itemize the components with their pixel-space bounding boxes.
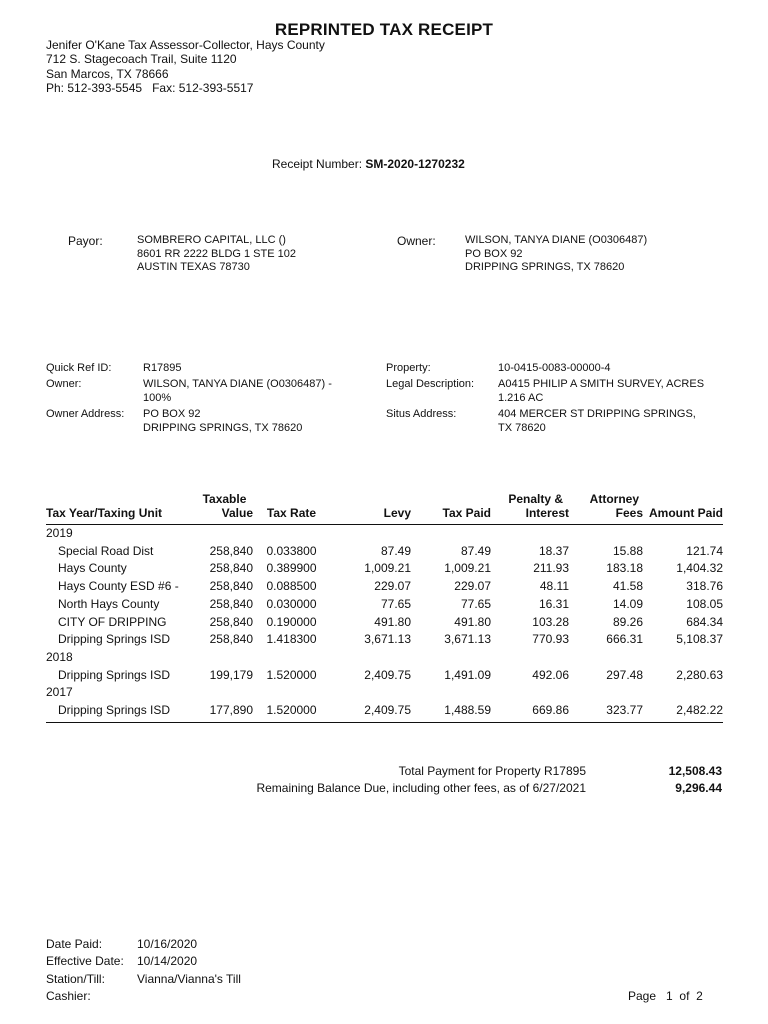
levy: 2,409.75 — [364, 667, 411, 682]
page-indicator — [628, 988, 703, 1005]
amount-paid: 318.76 — [686, 579, 723, 594]
table-header-row — [46, 492, 723, 525]
property-label: Property: — [386, 362, 431, 374]
taxing-unit: Dripping Springs ISD — [58, 667, 171, 682]
tax-year: 2019 — [46, 526, 73, 540]
taxable-value: 258,840 — [209, 632, 253, 647]
tax-year-row — [46, 684, 723, 702]
table-row — [46, 667, 723, 685]
tax-rate: 1.520000 — [266, 667, 317, 682]
amount-paid: 5,108.37 — [676, 632, 723, 647]
taxing-unit: North Hays County — [58, 596, 160, 611]
taxing-unit: Dripping Springs ISD — [46, 702, 196, 722]
date-paid: 10/16/2020 — [137, 937, 198, 951]
details-owner-address — [143, 408, 302, 435]
amount-paid: 121.74 — [686, 543, 723, 558]
levy: 229.07 — [374, 579, 411, 594]
col-header-unit: Tax Year/Taxing Unit — [46, 506, 163, 520]
effective-date: 10/14/2020 — [137, 954, 198, 969]
receipt-number-line — [272, 157, 465, 171]
details-owner-name: WILSON, TANYA DIANE (O0306487) - — [143, 378, 332, 390]
attorney-fees: 297.48 — [606, 667, 643, 682]
levy: 87.49 — [380, 543, 411, 558]
receipt-number-label: Receipt Number: — [272, 157, 363, 171]
taxable-value: 258,840 — [209, 561, 253, 576]
page-total: 2 — [696, 989, 703, 1003]
levy: 3,671.13 — [364, 632, 411, 647]
col-header-penalty: Penalty & Interest — [508, 492, 569, 520]
payor-name: SOMBRERO CAPITAL, LLC () — [137, 234, 286, 246]
tax-rate: 0.190000 — [266, 614, 317, 629]
situs-address-line2: TX 78620 — [498, 421, 546, 434]
owner-address-label: Owner Address: — [46, 408, 125, 420]
quick-ref-id: R17895 — [143, 362, 182, 374]
tax-paid: 1,488.59 — [411, 702, 491, 722]
taxable-value: 199,179 — [209, 667, 253, 682]
payor-city: AUSTIN TEXAS 78730 — [137, 261, 250, 274]
page-number: 1 — [666, 989, 673, 1003]
receipt-number: SM-2020-1270232 — [365, 157, 465, 171]
page-title: REPRINTED TAX RECEIPT — [274, 20, 494, 39]
col-header-amount: Amount Paid — [649, 506, 723, 520]
col-header-rate: Tax Rate — [266, 506, 317, 520]
tax-year: 2018 — [46, 649, 73, 664]
amount-paid: 684.34 — [686, 614, 723, 629]
col-header-taxable: Taxable Value — [202, 492, 253, 520]
effective-date-label: Effective Date: — [46, 954, 124, 969]
tax-rate: 1.520000 — [253, 702, 330, 722]
office-street: 712 S. Stagecoach Trail, Suite 1120 — [46, 52, 237, 67]
penalty-interest: 211.93 — [533, 561, 569, 576]
tax-rate: 0.088500 — [266, 579, 317, 594]
payor-label: Payor: — [68, 234, 103, 248]
footer-values — [137, 936, 241, 988]
tax-year: 2017 — [46, 685, 73, 700]
owner-street: PO BOX 92 — [465, 247, 523, 260]
attorney-fees: 323.77 — [569, 702, 643, 722]
taxing-unit: Hays County — [58, 561, 127, 576]
legal-description — [498, 378, 704, 405]
amount-paid: 2,482.22 — [643, 702, 723, 722]
table-row — [46, 596, 723, 614]
levy: 2,409.75 — [330, 702, 411, 722]
tax-paid: 87.49 — [460, 543, 491, 558]
page-label: Page — [628, 989, 657, 1003]
tax-rate: 0.030000 — [266, 596, 317, 611]
table-row — [46, 543, 723, 561]
taxable-value: 258,840 — [209, 579, 253, 594]
tax-paid: 3,671.13 — [444, 632, 491, 647]
table-row — [46, 702, 723, 722]
table-row — [46, 578, 723, 596]
penalty-interest: 16.31 — [538, 596, 569, 611]
tax-paid: 1,491.09 — [444, 667, 491, 682]
taxing-unit: Special Road Dist — [58, 543, 154, 558]
tax-table-body — [46, 525, 723, 723]
remaining-balance-label: Remaining Balance Due, including other fees, as of 6/27/2021 — [256, 781, 586, 795]
tax-paid: 229.07 — [454, 579, 491, 594]
details-owner-street: PO BOX 92 — [143, 408, 201, 420]
amount-paid: 2,280.63 — [676, 667, 723, 682]
table-row — [46, 614, 723, 632]
penalty-interest: 18.37 — [538, 543, 569, 558]
owner-address — [465, 234, 647, 275]
tax-paid: 491.80 — [454, 614, 491, 629]
remaining-balance-value: 9,296.44 — [675, 781, 722, 795]
tax-table — [46, 492, 723, 723]
details-owner-share: 100% — [143, 391, 172, 404]
col-header-levy: Levy — [383, 506, 411, 520]
quick-ref-label: Quick Ref ID: — [46, 362, 112, 374]
tax-year-row — [46, 649, 723, 667]
total-payment-label: Total Payment for Property R17895 — [398, 764, 586, 778]
penalty-interest: 770.93 — [532, 632, 569, 647]
penalty-interest: 492.06 — [532, 667, 569, 682]
penalty-interest: 103.28 — [532, 614, 569, 629]
station-till: Vianna/Vianna's Till — [137, 971, 241, 986]
taxable-value: 258,840 — [209, 596, 253, 611]
details-owner-city: DRIPPING SPRINGS, TX 78620 — [143, 421, 303, 434]
footer-labels — [46, 936, 124, 1005]
col-header-attorney: Attorney Fees — [589, 492, 643, 520]
attorney-fees: 666.31 — [606, 632, 643, 647]
page-of: of — [679, 989, 690, 1003]
taxing-unit: CITY OF DRIPPING — [58, 614, 167, 629]
tax-year-row — [46, 525, 723, 543]
owner-city: DRIPPING SPRINGS, TX 78620 — [465, 261, 625, 274]
cashier-label: Cashier: — [46, 988, 91, 1003]
date-paid-label: Date Paid: — [46, 937, 103, 951]
details-owner-label: Owner: — [46, 378, 82, 390]
taxable-value: 258,840 — [209, 614, 253, 629]
tax-paid: 1,009.21 — [444, 561, 491, 576]
penalty-interest: 48.11 — [539, 579, 569, 594]
attorney-fees: 183.18 — [606, 561, 643, 576]
office-header — [46, 38, 325, 95]
situs-address — [498, 408, 696, 435]
tax-rate: 0.389900 — [266, 561, 317, 576]
tax-paid: 77.65 — [460, 596, 491, 611]
attorney-fees: 14.09 — [612, 596, 643, 611]
tax-rate: 1.418300 — [266, 632, 317, 647]
legal-description-label: Legal Description: — [386, 378, 475, 390]
taxing-unit: Hays County ESD #6 - — [58, 579, 179, 594]
table-row — [46, 631, 723, 649]
situs-address-label: Situs Address: — [386, 408, 457, 420]
total-payment-value: 12,508.43 — [668, 764, 722, 778]
office-city: San Marcos, TX 78666 — [46, 66, 169, 81]
owner-name: WILSON, TANYA DIANE (O0306487) — [465, 234, 648, 246]
property-id: 10-0415-0083-00000-4 — [498, 362, 611, 374]
amount-paid: 1,404.32 — [676, 561, 723, 576]
amount-paid: 108.05 — [686, 596, 723, 611]
office-name: Jenifer O'Kane Tax Assessor-Collector, Hays County — [46, 38, 325, 52]
taxable-value: 177,890 — [196, 702, 253, 722]
owner-label: Owner: — [397, 234, 436, 248]
taxable-value: 258,840 — [209, 543, 253, 558]
tax-rate: 0.033800 — [266, 543, 317, 558]
legal-description-line1: A0415 PHILIP A SMITH SURVEY, ACRES — [498, 378, 705, 390]
attorney-fees: 89.26 — [612, 614, 643, 629]
attorney-fees: 41.58 — [612, 579, 643, 594]
levy: 1,009.21 — [364, 561, 411, 576]
payor-address — [137, 234, 296, 275]
office-phone: Ph: 512-393-5545 Fax: 512-393-5517 — [46, 80, 254, 95]
levy: 77.65 — [380, 596, 411, 611]
station-label: Station/Till: — [46, 971, 105, 986]
details-owner — [143, 378, 332, 405]
table-row — [46, 560, 723, 578]
levy: 491.80 — [374, 614, 411, 629]
col-header-paid: Tax Paid — [442, 506, 491, 520]
payor-street: 8601 RR 2222 BLDG 1 STE 102 — [137, 247, 296, 260]
legal-description-line2: 1.216 AC — [498, 391, 544, 404]
attorney-fees: 15.88 — [612, 543, 643, 558]
situs-address-line1: 404 MERCER ST DRIPPING SPRINGS, — [498, 408, 696, 420]
penalty-interest: 669.86 — [491, 702, 569, 722]
taxing-unit: Dripping Springs ISD — [58, 632, 171, 647]
